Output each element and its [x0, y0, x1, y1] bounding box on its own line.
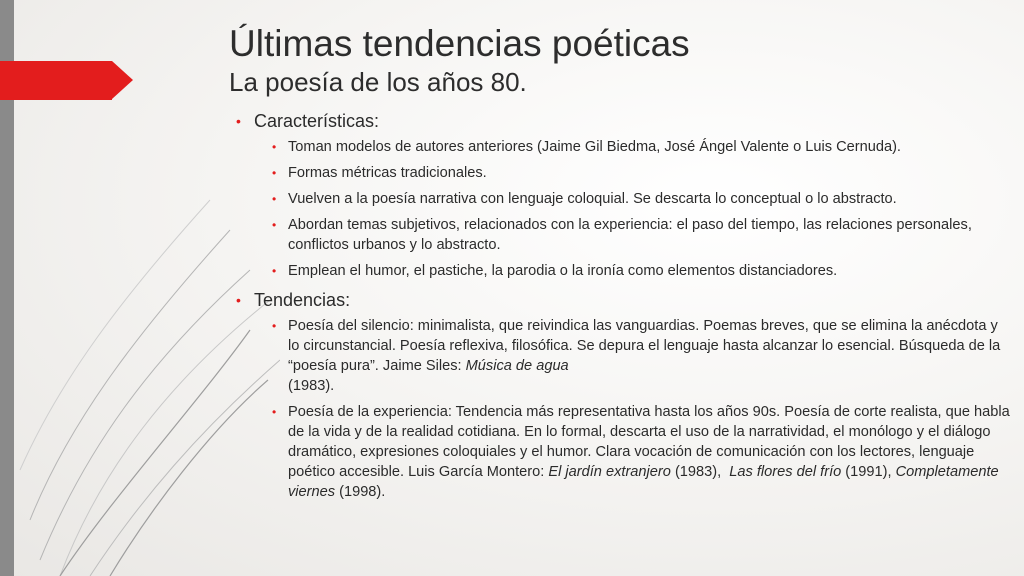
bullet-glyph: • — [272, 405, 277, 419]
bullet-glyph: • — [272, 319, 277, 333]
year-text: (1983). — [288, 378, 335, 394]
year-text: (1991), — [841, 464, 896, 480]
list-item — [254, 137, 1013, 157]
caracteristicas-list — [254, 137, 1013, 281]
slide-body — [233, 110, 1013, 508]
list-item-text: Poesía del silencio: minimalista, que reivindica las vanguardias. Poemas breves, que se elimina la anécdota y lo circunstancial. Poesía reflexiva, filosófica. Se depura el lenguaje hasta alcanzar lo esencial. Búsqueda de la “poesía pura”. Jaime Siles: — [288, 318, 1001, 374]
list-item — [254, 215, 1013, 255]
list-item-text: Poesía de la experiencia: Tendencia más representativa hasta los años 90s. Poesía de corte realista, que habla de la vida y de la realidad cotidiana. En lo formal, descarta el uso de la narratividad, el monólogo y el diálogo dramático, expresiones coloquiales y el humor. Clara vocación de comunicación con los lectores, lenguaje poético accesible. Luis García Montero: — [288, 404, 1010, 480]
bullet-glyph: • — [236, 113, 241, 129]
bullet-glyph: • — [272, 192, 277, 206]
bullet-glyph: • — [272, 218, 277, 232]
main-bullet-list — [233, 110, 1013, 502]
section-heading: Características: — [254, 111, 380, 131]
work-title: Música de agua — [465, 358, 569, 374]
year-text: (1998). — [335, 484, 386, 500]
tendencias-list — [254, 316, 1013, 502]
list-item — [254, 189, 1013, 209]
year-text: (1983), — [670, 464, 730, 480]
list-item — [254, 402, 1013, 502]
bullet-glyph: • — [272, 166, 277, 180]
bullet-glyph: • — [272, 140, 277, 154]
red-accent-tab — [0, 61, 112, 100]
bullet-glyph: • — [272, 264, 277, 278]
list-item-text: Toman modelos de autores anteriores (Jaime Gil Biedma, José Ángel Valente o Luis Cernuda). — [288, 139, 901, 155]
list-item-text: Emplean el humor, el pastiche, la parodia o la ironía como elementos distanciadores. — [288, 263, 838, 279]
section-caracteristicas — [233, 110, 1013, 281]
list-item-text: Vuelven a la poesía narrativa con lenguaje coloquial. Se descarta lo conceptual o lo abstracto. — [288, 191, 897, 207]
section-heading: Tendencias: — [254, 290, 351, 310]
slide-subtitle: La poesía de los años 80. — [229, 67, 527, 97]
work-title: El jardín extranjero — [548, 464, 671, 480]
section-tendencias — [233, 289, 1013, 502]
list-item — [254, 163, 1013, 183]
list-item — [254, 316, 1013, 396]
slide-title: Últimas tendencias poéticas — [229, 23, 690, 64]
list-item-text: Formas métricas tradicionales. — [288, 165, 487, 181]
list-item-text: Abordan temas subjetivos, relacionados con la experiencia: el paso del tiempo, las relaciones personales, conflictos urbanos y lo abstracto. — [288, 217, 972, 253]
work-title: Completamente viernes — [288, 464, 999, 500]
work-title: Las flores del frío — [729, 464, 842, 480]
list-item — [254, 261, 1013, 281]
bullet-glyph: • — [236, 292, 241, 308]
